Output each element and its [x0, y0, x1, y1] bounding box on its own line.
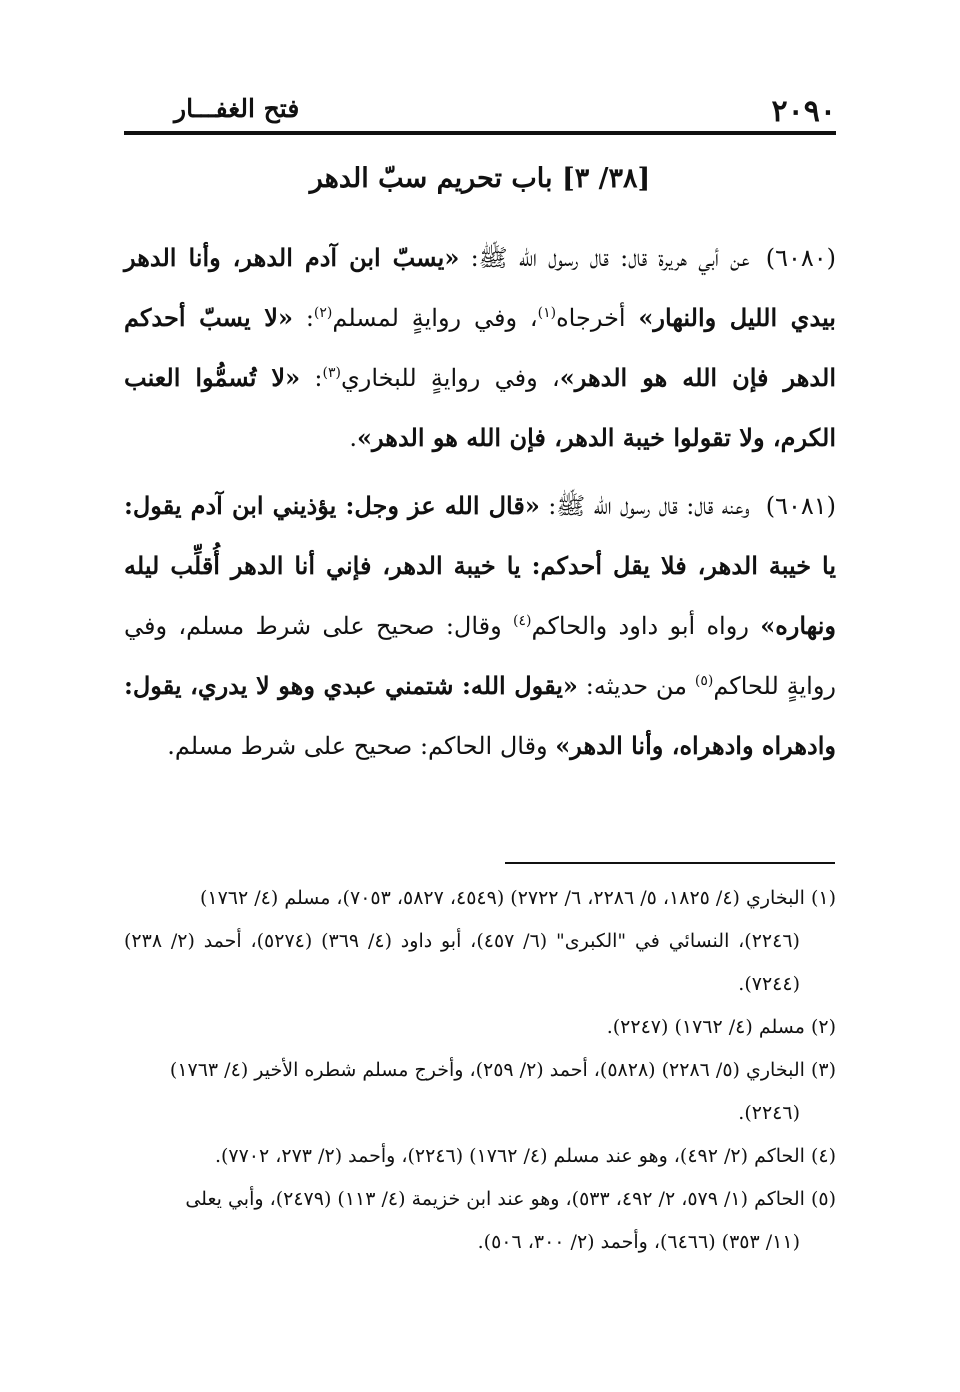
footnote-ref[interactable]: (٤) — [513, 613, 532, 629]
footnote-text: الحاكم (١/ ٥٧٩، ٢/ ٤٩٢، ٥٣٣)، وهو عند ابن خزيمة (٤/ ١١٣) (٢٤٧٩)، وأبي يعلى — [185, 1188, 805, 1210]
footnote-continuation: (٢٢٤٦). — [738, 1102, 800, 1124]
hadith-text: من حديثه: — [577, 672, 695, 700]
footnote-separator — [505, 862, 835, 864]
hadith-text: . — [349, 424, 358, 452]
hadith-text: عن أبي هريرة قال: قال رسول الله ﷺ: — [459, 244, 750, 272]
footnote-number: (٣) — [810, 1059, 836, 1081]
hadith-text: وقال الحاكم: صحيح على شرط مسلم. — [167, 732, 556, 760]
running-header — [124, 92, 836, 136]
footnote-continuation: (٢٢٤٦)، النسائي في "الكبرى" (٦/ ٤٥٧)، أبو داود (٤/ ٣٦٩) (٥٢٧٤)، أحمد (٢/ ٢٣٨) (٧٢٤٤). — [124, 930, 800, 995]
hadith-text: رواه أبو داود والحاكم — [531, 612, 761, 640]
hadith-text: : — [292, 304, 314, 332]
footnote-text: الحاكم (٢/ ٤٩٢)، وهو عند مسلم (٤/ ١٧٦٢) (٢٢٤٦)، وأحمد (٢/ ٢٧٣، ٧٧٠٢). — [214, 1145, 805, 1167]
hadith-number: (٦٠٨١) — [765, 492, 836, 520]
hadith-text: أخرجاه — [556, 304, 639, 332]
footnote-number: (٢) — [810, 1016, 836, 1038]
hadith-quote: «لا تُسمُّوا العنب الكرم، ولا تقولوا خيبة الدهر، فإن الله هو الدهر» — [124, 363, 836, 452]
footnote-4 — [124, 1135, 836, 1178]
hadith-text: وقال: صحيح على شرط مسلم، وفي روايةٍ للحاكم — [124, 612, 837, 700]
footnote-3 — [124, 1049, 836, 1135]
footnote-5 — [124, 1178, 836, 1264]
hadith-quote: «قال الله عز وجل: يؤذيني ابن آدم يقول: يا خيبة الدهر، فلا يقل أحدكم: يا خيبة الدهر، فإني أنا الدهر أُقلِّب ليله ونهاره» — [124, 491, 836, 640]
footnote-ref[interactable]: (٢) — [313, 305, 333, 321]
hadith-quote: «لا يسبّ أحدكم الدهر فإن الله هو الدهر» — [124, 303, 837, 392]
hadith-text: : — [300, 364, 323, 392]
main-text — [124, 228, 836, 784]
footnote-ref[interactable]: (٥) — [694, 673, 714, 689]
footnote-2 — [124, 1006, 836, 1049]
hadith-text: ، وفي روايةٍ لمسلم — [332, 304, 538, 332]
hadith-quote: «يسبّ ابن آدم الدهر، وأنا الدهر بيدي الليل والنهار» — [124, 243, 836, 332]
hadith-text: ، وفي روايةٍ للبخاري — [340, 364, 560, 392]
hadith-text: وعنه قال: قال رسول الله ﷺ: — [539, 492, 750, 520]
hadith-number: (٦٠٨٠) — [765, 244, 836, 272]
footnote-continuation: (١١/ ٣٥٣) (٦٤٦٦)، وأحمد (٢/ ٣٠٠، ٥٠٦). — [477, 1231, 800, 1253]
footnote-text: مسلم (٤/ ١٧٦٢) (٢٢٤٧). — [606, 1016, 805, 1038]
footnotes — [124, 877, 836, 1264]
footnote-number: (١) — [810, 887, 836, 909]
footnote-ref[interactable]: (٣) — [322, 365, 341, 381]
chapter-title: [٣٨/ ٣] باب تحريم سبّ الدهر — [309, 163, 651, 194]
footnote-ref[interactable]: (١) — [537, 305, 557, 321]
footnote-text: البخاري (٥/ ٢٢٨٦) (٥٨٢٨)، أحمد (٢/ ٢٥٩)، وأخرج مسلم شطره الأخير (٤/ ١٧٦٣) — [169, 1059, 805, 1081]
page-number: ٢٠٩٠ — [771, 94, 836, 129]
footnote-number: (٥) — [810, 1188, 836, 1210]
footnote-1 — [124, 877, 836, 1006]
footnote-number: (٤) — [810, 1145, 836, 1167]
book-title: فتح الغفـــار — [174, 94, 300, 123]
footnote-text: البخاري (٤/ ١٨٢٥، ٥/ ٢٢٨٦، ٦/ ٢٧٢٢) (٤٥٤٩، ٥٨٢٧، ٧٠٥٣)، مسلم (٤/ ١٧٦٢) — [199, 887, 805, 909]
header-rule — [124, 131, 836, 135]
hadith-6081 — [124, 476, 836, 776]
hadith-6080 — [124, 228, 836, 468]
hadith-quote: «يقول الله: شتمني عبدي وهو لا يدري، يقول: وادهراه وادهراه، وأنا الدهر» — [124, 671, 836, 760]
